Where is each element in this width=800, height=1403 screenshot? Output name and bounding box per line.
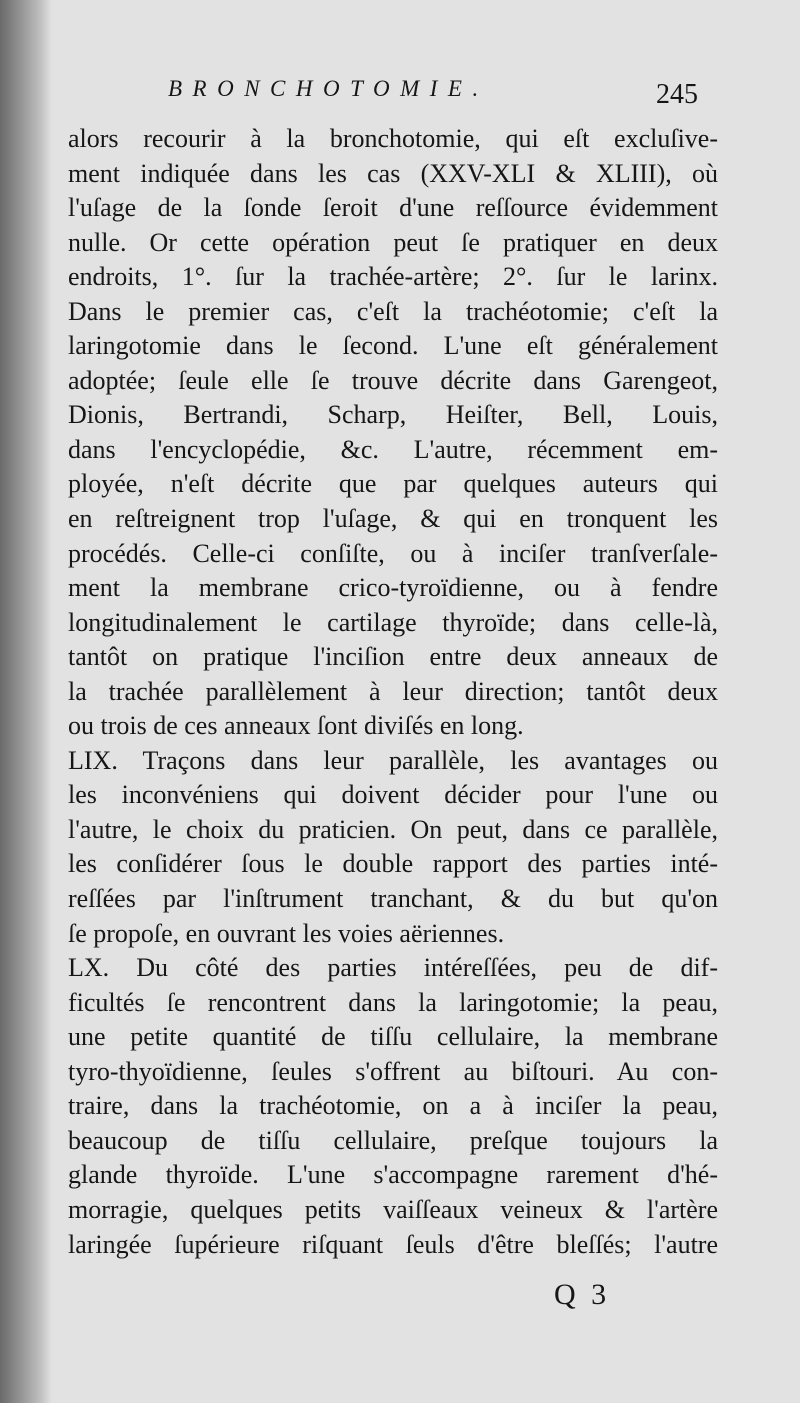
text-line: tyro-thyoïdienne, ſeules s'offrent au biſtouri. Au con-	[68, 1056, 718, 1086]
text-line: la trachée parallèlement à leur direction; tantôt deux	[68, 676, 718, 706]
text-line: reſſées par l'inſtrument tranchant, & du but qu'on	[68, 884, 718, 914]
text-line: ployée, n'eſt décrite que par quelques auteurs qui	[68, 469, 718, 499]
signature-mark: Q 3	[554, 1278, 611, 1311]
section-start-line: LX. Du côté des parties intéreſſées, peu de dif-	[68, 953, 718, 983]
text-line: les conſidérer ſous le double rapport des parties inté-	[68, 849, 718, 879]
text-line: en reſtreignent trop l'uſage, & qui en tronquent les	[68, 504, 718, 534]
text-line: endroits, 1°. ſur la trachée-artère; 2°. ſur le larinx.	[68, 262, 718, 292]
text-line: l'autre, le choix du praticien. On peut, dans ce parallèle,	[68, 814, 718, 844]
text-line: laringotomie dans le ſecond. L'une eſt généralement	[68, 331, 718, 361]
text-line: tantôt on pratique l'inciſion entre deux anneaux de	[68, 642, 718, 672]
text-line: beaucoup de tiſſu cellulaire, preſque toujours la	[68, 1125, 718, 1155]
text-line: ficultés ſe rencontrent dans la laringotomie; la peau,	[68, 987, 718, 1017]
text-line: traire, dans la trachéotomie, on a à inciſer la peau,	[68, 1091, 718, 1121]
text-line: dans l'encyclopédie, &c. L'autre, récemment em-	[68, 434, 718, 464]
text-line: alors recourir à la bronchotomie, qui eſt excluſive-	[68, 124, 718, 153]
text-line: ment la membrane crico-tyroïdienne, ou à fendre	[68, 573, 718, 603]
paragraph-end-line: ou trois de ces anneaux ſont diviſés en long.	[68, 711, 524, 741]
text-line: nulle. Or cette opération peut ſe pratiquer en deux	[68, 227, 718, 257]
text-line: procédés. Celle-ci conſiſte, ou à inciſer tranſverſale-	[68, 538, 718, 568]
paragraph-end-line: ſe propoſe, en ouvrant les voies aëriennes.	[68, 918, 505, 948]
text-line: l'uſage de la ſonde ſeroit d'une reſſource évidemment	[68, 193, 718, 223]
text-line: Dans le premier cas, c'eſt la trachéotomie; c'eſt la	[68, 296, 718, 326]
text-line: morragie, quelques petits vaiſſeaux veineux & l'artère	[68, 1194, 718, 1224]
text-line: une petite quantité de tiſſu cellulaire, la membrane	[68, 1022, 718, 1052]
text-line: glande thyroïde. L'une s'accompagne rarement d'hé-	[68, 1160, 718, 1190]
text-line: adoptée; ſeule elle ſe trouve décrite dans Garengeot,	[68, 365, 718, 395]
text-line: longitudinalement le cartilage thyroïde; dans celle-là,	[68, 607, 718, 637]
page-number: 245	[656, 79, 698, 110]
text-line: laringée ſupérieure riſquant ſeuls d'être bleſſés; l'autre	[68, 1229, 718, 1259]
body-text	[68, 122, 718, 1262]
section-start-line: LIX. Traçons dans leur parallèle, les avantages ou	[68, 745, 718, 775]
running-head: BRONCHOTOMIE.	[168, 76, 489, 101]
text-line: ment indiquée dans les cas (XXV-XLI & XLIII), où	[68, 158, 718, 188]
text-line: Dionis, Bertrandi, Scharp, Heiſter, Bell, Louis,	[68, 400, 718, 430]
text-line: les inconvéniens qui doivent décider pour l'une ou	[68, 780, 718, 810]
